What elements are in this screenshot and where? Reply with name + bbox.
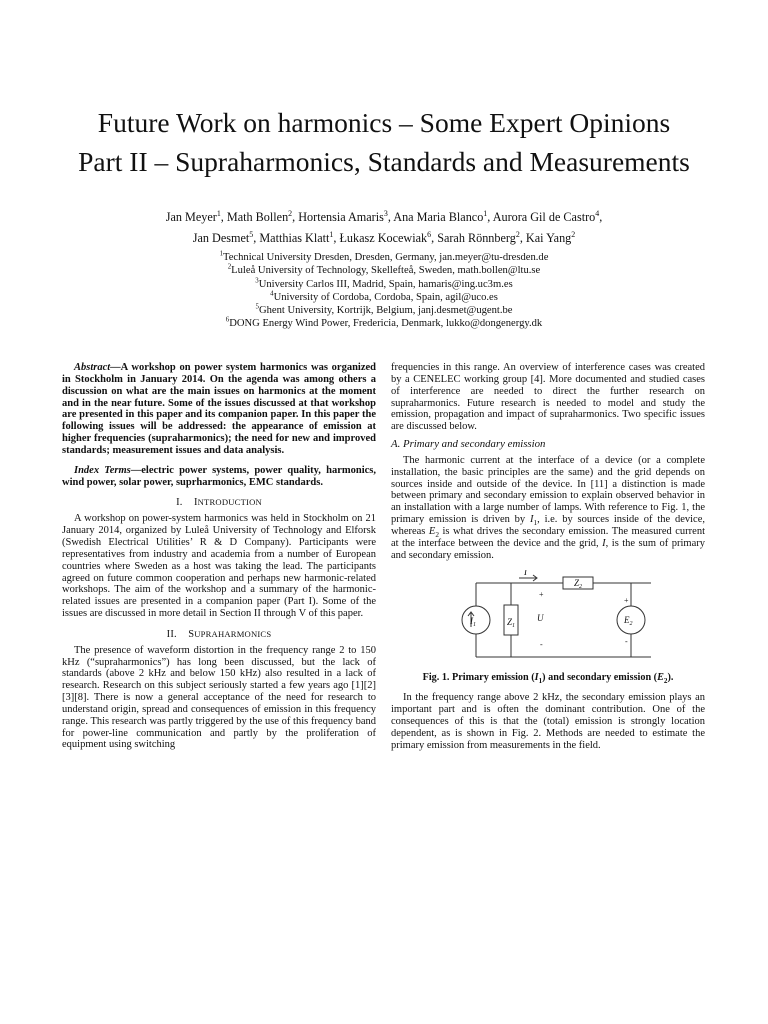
- primary-secondary-paragraph: [391, 455, 705, 562]
- label-z2: $Z_2$: [574, 577, 583, 590]
- right-column: [391, 362, 705, 752]
- affiliation: [0, 278, 768, 291]
- affiliation-text: Ghent University, Kortrijk, Belgium, janj.desmet@ugent.be: [258, 305, 513, 317]
- author-line-2: [0, 228, 768, 249]
- frequency-range-paragraph: In the frequency range above 2 kHz, the secondary emission plays an important part and is often the dominant contribution. One of the consequences of this is that the (total) emission is strongly location dependent, as is shown in Fig. 2. Methods are needed to estimate the primary emission from measurements in the field.: [391, 692, 705, 751]
- spacer: [62, 457, 376, 465]
- abstract-text: A workshop on power system harmonics was organized in Stockholm in January 2014. On the agenda was among others a discussion on what are the main issues on harmonics at the moment and in the near future. Some of the issues discussed at that workshop are presented in this paper and its companion paper. In this paper the following issues will be addressed: the appearance of emission at higher frequencies (supraharmonics); the need for new and improved standards; measurement issues and data analysis.: [62, 362, 376, 456]
- affiliation-number: 1: [219, 250, 223, 258]
- section-heading-supraharmonics: [62, 629, 376, 641]
- author-affil-mark: 1: [216, 208, 221, 218]
- label-plus-e2: +: [624, 595, 629, 605]
- current-source-i1: [462, 606, 490, 634]
- author: Łukasz Kocewiak: [339, 231, 428, 245]
- author-separator: ,: [220, 210, 227, 224]
- author: Matthias Klatt: [259, 231, 330, 245]
- affiliation-text: University Carlos III, Madrid, Spain, hamaris@ing.uc3m.es: [258, 278, 513, 290]
- author-separator: ,: [292, 210, 299, 224]
- author-separator: ,: [431, 231, 438, 245]
- text-run: , is the sum of primary and secondary emission.: [391, 537, 706, 561]
- index-terms: [62, 465, 376, 489]
- left-column: [62, 362, 376, 751]
- voltage-source-e2: [617, 606, 645, 634]
- author: Jan Meyer: [165, 210, 217, 224]
- author-affil-mark: 1: [483, 208, 488, 218]
- label-u: U: [537, 612, 544, 623]
- affiliation-number: 4: [270, 290, 274, 298]
- index-terms-dash: —: [130, 464, 142, 476]
- figure-1-circuit: [391, 570, 705, 662]
- section-title-rest: NTRODUCTION: [197, 497, 262, 508]
- section-heading-introduction: [62, 497, 376, 509]
- affiliation: [0, 291, 768, 304]
- symbol-i: I: [602, 537, 606, 549]
- author-affil-mark: 6: [427, 229, 432, 239]
- caption-symbol: E: [657, 671, 664, 683]
- introduction-paragraph: A workshop on power-system harmonics was held in Stockholm on 21 January 2014, organized by Luleå University of Technology and Elforsk (Swedish Electrical Utilities’ R & D Company). Participants were representatives from industry and academia from a number of European countries where Sweden as a host was taking the lead. The participants agreed on future common cooperation and perhaps new harmonic-related workshops. The aim of the workshop and a summary of the harmonic-related issues are presented in a companion paper (Part I). Some of the issues are discussed in more detail in Section II through V of this paper.: [62, 513, 376, 620]
- author-affil-mark: 1: [329, 229, 334, 239]
- author-affil-mark: 4: [595, 208, 600, 218]
- affiliation: [0, 264, 768, 277]
- author-separator: ,: [487, 210, 493, 224]
- author-list: [0, 207, 768, 249]
- text-run: , i.e. by sources inside of the device, whereas: [391, 514, 705, 537]
- paper-title-line1: Future Work on harmonics – Some Expert Opinions: [97, 107, 671, 138]
- caption-run: ).: [667, 671, 674, 683]
- section-number: II.: [166, 628, 177, 640]
- caption-run: ) and secondary emission (: [542, 671, 658, 683]
- affiliation-number: 2: [227, 263, 232, 271]
- label-z1: $Z_1$: [507, 616, 516, 629]
- author-separator: ,: [253, 231, 260, 245]
- affiliation: [0, 304, 768, 317]
- text-run: is what drives the secondary emission. The measured current at the interface between the device and the grid,: [391, 525, 705, 549]
- affiliation-text: Luleå University of Technology, Skellefteå, Sweden, math.bollen@ltu.se: [231, 265, 541, 277]
- author-separator: ,: [519, 231, 526, 245]
- symbol-subscript: 2: [435, 530, 439, 540]
- subsection-heading: A. Primary and secondary emission: [391, 438, 546, 451]
- affiliation-number: 6: [225, 316, 230, 324]
- abstract-dash: —: [110, 362, 121, 373]
- section-number: I.: [176, 497, 183, 509]
- author-affil-mark: 2: [288, 208, 293, 218]
- author-affil-mark: 3: [383, 208, 388, 218]
- author-separator: ,: [387, 210, 394, 224]
- label-minus-u: -: [540, 639, 543, 649]
- section-title-rest: UPRAHARMONICS: [194, 628, 272, 639]
- caption-symbol: I: [534, 671, 539, 683]
- affiliation-number: 3: [255, 277, 259, 285]
- author-affil-mark: 5: [249, 229, 254, 239]
- author-separator: ,: [333, 231, 340, 245]
- label-i: I: [524, 569, 527, 577]
- symbol-subscript: 1: [533, 518, 538, 528]
- paper-title-line2: Part II – Supraharmonics, Standards and Measurements: [78, 146, 690, 177]
- caption-subscript: 2: [663, 676, 668, 685]
- author: Sarah Rönnberg: [437, 231, 516, 245]
- affiliation-number: 5: [255, 303, 259, 311]
- author-affil-mark: 2: [571, 229, 576, 239]
- author-separator: ,: [599, 210, 603, 224]
- figure-1-caption: [391, 672, 705, 684]
- section-initial: S: [188, 628, 195, 640]
- author: Jan Desmet: [192, 231, 250, 245]
- label-plus-u: +: [539, 589, 544, 599]
- affiliation: [0, 317, 768, 330]
- circuit-diagram: [391, 570, 705, 662]
- symbol-i: I: [529, 514, 534, 526]
- author-line-1: [0, 207, 768, 228]
- caption-subscript: 1: [538, 676, 543, 685]
- abstract-label: Abstract: [74, 362, 111, 373]
- affiliation: [0, 251, 768, 264]
- author: Math Bollen: [226, 210, 289, 224]
- caption-run: Fig. 1. Primary emission (: [422, 671, 535, 683]
- supraharmonics-paragraph-continued: frequencies in this range. An overview of interference cases was created by a CENELEC working group [4]. More documented and studied cases of interference are needed to direct the further research on supraharmonics. Future research is needed to model and study the emission, propagation and impact of supraharmonics. Two specific issues are discussed below.: [391, 362, 705, 433]
- label-minus-e2: -: [625, 636, 628, 646]
- author: Kai Yang: [525, 231, 572, 245]
- author: Aurora Gil de Castro: [492, 210, 596, 224]
- symbol-e: E: [428, 525, 436, 537]
- affiliation-text: Technical University Dresden, Dresden, Germany, jan.meyer@tu-dresden.de: [223, 252, 549, 263]
- author: Hortensia Amaris: [298, 210, 384, 224]
- label-i1: $I_1$: [470, 615, 476, 628]
- index-terms-label: Index Terms: [74, 464, 131, 476]
- section-initial: I: [193, 497, 198, 509]
- supraharmonics-paragraph: The presence of waveform distortion in the frequency range 2 to 150 kHz (“supraharmonics”) has long been discussed, but the lack of standards (above 2 kHz and below 150 kHz) also resulted in a lack of research. Research on this subject seriously started a few years ago [1][2][3][8]. There is now a general acceptance of the need for research to understand origin, spread and consequences of emission in this frequency range. This research was partly triggered by the use of this frequency band for power-line communication and partly by the proliferation of equipment using switching: [62, 644, 376, 751]
- label-e2: $E_2$: [624, 614, 633, 627]
- index-terms-text: electric power systems, power quality, harmonics, wind power, solar power, suprharmonics, EMC standards.: [62, 464, 376, 488]
- author-affil-mark: 2: [515, 229, 520, 239]
- affiliation-text: University of Cordoba, Cordoba, Spain, agil@uco.es: [273, 291, 498, 303]
- affiliation-text: DONG Energy Wind Power, Fredericia, Denmark, lukko@dongenergy.dk: [229, 318, 543, 330]
- text-run: The harmonic current at the interface of a device (or a complete installation, the basic principles are the same) and the grid depends on sources inside and outside of the device. In [11] a distinction is made between primary and secondary emission to explain observed behavior in an installation with a large number of lamps. With reference to Fig. 1, the primary emission is driven by: [391, 454, 705, 526]
- affiliation-list: [0, 251, 768, 331]
- abstract: [62, 362, 376, 457]
- author: Ana Maria Blanco: [393, 210, 484, 224]
